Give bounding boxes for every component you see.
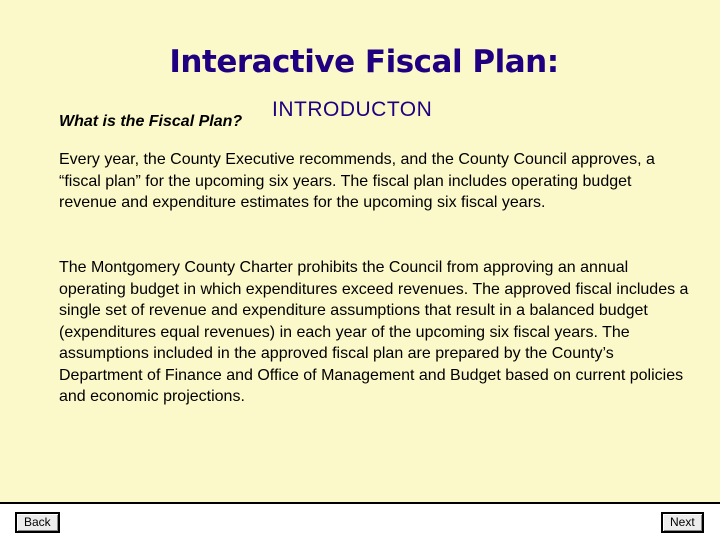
intro-paragraph: Every year, the County Executive recommends, and the County Council approves, a “fiscal plan” for the upcoming six years. The fiscal plan includes operating budget revenue and expenditure estimates for the upcoming six fiscal years. xyxy=(59,151,655,211)
back-button[interactable]: Back xyxy=(15,512,60,533)
section-heading: INTRODUCTON xyxy=(272,98,433,121)
question-label: What is the Fiscal Plan? xyxy=(59,113,243,130)
page-title: Interactive Fiscal Plan: xyxy=(169,44,559,80)
next-button[interactable]: Next xyxy=(661,512,704,533)
charter-paragraph: The Montgomery County Charter prohibits the Council from approving an annual operating budget in which expenditures exceed revenues. The approved fiscal includes a single set of revenue and expenditure assumptions that result in a balanced budget (expenditures equal revenues) in each year of the upcoming six fiscal years. The assumptions included in the approved fiscal plan are prepared by the County’s Department of Finance and Office of Management and Budget based on current policies and economic projections. xyxy=(59,259,689,405)
navigation-bar xyxy=(0,502,720,540)
